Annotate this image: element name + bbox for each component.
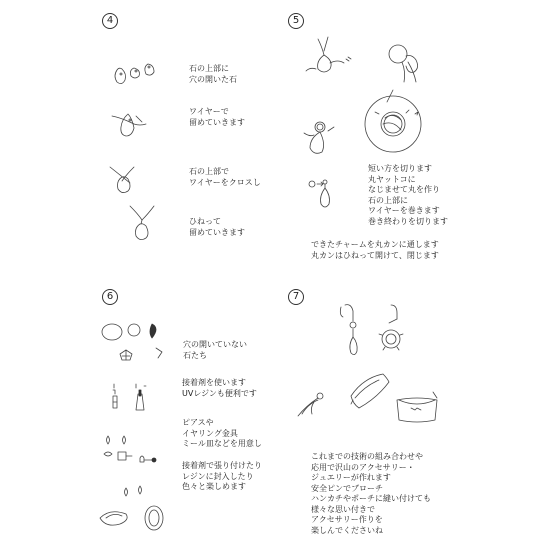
- section-number-5: 5: [288, 13, 304, 29]
- text-line: ワイヤーをクロスし: [189, 177, 261, 187]
- text-line: 留めていきます: [189, 117, 245, 127]
- text-line: 楽しんでくださいね: [311, 525, 383, 535]
- text-line: ジュエリーが作れます: [311, 473, 391, 482]
- text-line: アクセサリー作りを: [311, 515, 383, 524]
- wire-cut-sketch: [300, 35, 360, 80]
- stones-without-holes-sketch: [100, 320, 175, 370]
- text-line: レジンに封入したり: [182, 471, 254, 481]
- text-line: ピアスや: [182, 418, 214, 427]
- handkerchief-sketch: [345, 370, 393, 416]
- step-5-2-text: [311, 240, 439, 261]
- text-line: ミール皿などを用意し: [182, 439, 262, 448]
- step-6-1-text: [183, 340, 247, 361]
- step-5-1-text: [368, 164, 448, 227]
- text-line: 安全ピンでブローチ: [311, 483, 383, 493]
- text-line: 短い方を切ります: [368, 164, 432, 173]
- wire-cross-sketch: [108, 163, 142, 199]
- step-7-1-text: [311, 452, 431, 536]
- glue-tubes-sketch: [108, 382, 158, 422]
- earring-parts-sketch: [102, 432, 162, 480]
- text-line: ワイヤーで: [189, 107, 229, 116]
- text-line: ひねって: [189, 217, 221, 226]
- stones-with-holes-sketch: [112, 60, 162, 88]
- text-line: なじませて丸を作り: [368, 185, 440, 194]
- text-line: 石の上部に: [189, 64, 229, 73]
- wire-wrapping-sketch: [298, 117, 338, 157]
- text-line: 色々と楽しめます: [182, 482, 246, 491]
- text-line: ハンカチやポーチに縫い付けても: [311, 494, 431, 503]
- text-line: ワイヤーを巻きます: [368, 206, 440, 215]
- text-line: できたチャームを丸カンに通します: [311, 240, 439, 249]
- text-line: 接着剤を使います: [182, 378, 246, 387]
- text-line: 接着剤で張り付けたり: [182, 461, 262, 470]
- step-6-3-text: [182, 418, 262, 450]
- text-line: 石たち: [183, 350, 207, 360]
- finished-jewelry-sketch: [98, 484, 173, 534]
- wire-through-stone-sketch: [110, 108, 150, 140]
- text-line: 様々な思い付きで: [311, 504, 375, 514]
- finished-charm-sketch: [303, 176, 333, 212]
- text-line: 留めていきます: [189, 227, 245, 237]
- step-4-2-text: [189, 107, 245, 128]
- brooch-pin-sketch: [294, 388, 334, 420]
- text-line: 穴の開いた石: [189, 74, 237, 84]
- drop-earrings-sketch: [335, 303, 415, 373]
- step-6-4-text: [182, 461, 262, 493]
- pouch-sketch: [393, 388, 443, 428]
- text-line: 石の上部で: [189, 167, 229, 176]
- text-line: 丸ヤットコに: [368, 174, 416, 184]
- zoom-callout-sketch: [355, 88, 427, 156]
- text-line: 丸カンはひねって開けて、閉じます: [311, 250, 439, 260]
- text-line: 応用で沢山のアクセサリー・: [311, 462, 415, 472]
- text-line: 石の上部に: [368, 195, 408, 205]
- text-line: 巻き終わりを切ります: [368, 216, 448, 226]
- twisted-wire-sketch: [126, 204, 160, 244]
- text-line: これまでの技術の組み合わせや: [311, 452, 423, 461]
- step-4-4-text: [189, 217, 245, 238]
- text-line: イヤリング金具: [182, 428, 238, 438]
- round-pliers-sketch: [380, 40, 430, 85]
- text-line: 穴の開いていない: [183, 340, 247, 349]
- section-number-6: 6: [102, 289, 118, 305]
- section-number-4: 4: [102, 13, 118, 29]
- text-line: UVレジンも便利です: [182, 388, 257, 398]
- step-4-3-text: [189, 167, 261, 188]
- step-4-1-text: [189, 64, 237, 85]
- section-number-7: 7: [288, 289, 304, 305]
- step-6-2-text: [182, 378, 257, 399]
